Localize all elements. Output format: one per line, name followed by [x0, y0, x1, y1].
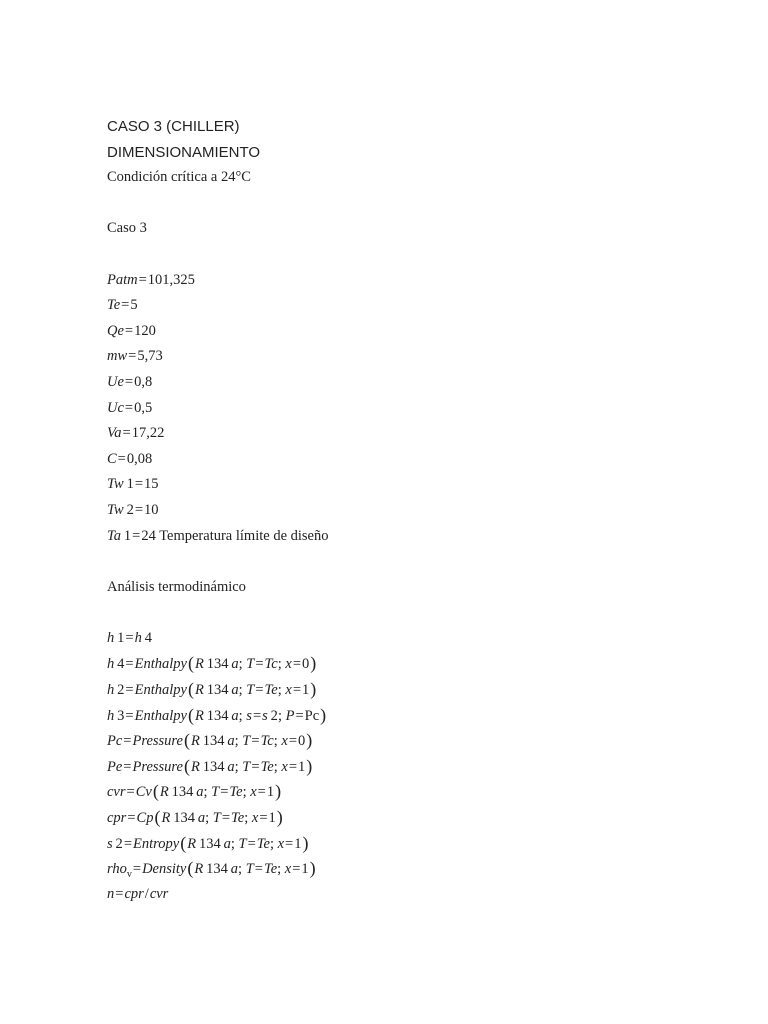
- equation-lhs-letters: h: [107, 656, 115, 673]
- parameter-name: [107, 400, 124, 416]
- equation-arg-value: 1: [298, 758, 306, 775]
- fluid-suffix: a: [231, 656, 239, 673]
- fluid-letter: R: [190, 733, 200, 750]
- equals-sign: =: [254, 861, 263, 878]
- parameter-name-letters: Va: [107, 425, 122, 442]
- equation-lhs-digits: 2: [112, 835, 123, 852]
- equation-arg-name-letters: P: [285, 707, 295, 724]
- equation-arg-value-letters: Tc: [260, 733, 274, 750]
- parameter-note: Temperatura límite de diseño: [155, 527, 329, 544]
- equation-rhs-letters: h: [134, 629, 142, 646]
- separator: ;: [277, 707, 286, 724]
- equation-arg-name-letters: x: [251, 810, 259, 827]
- equation-arg-name-letters: T: [242, 758, 251, 775]
- parameter-name: [107, 451, 117, 467]
- fluid-suffix: a: [196, 784, 204, 801]
- equation-rhs-digits: 4: [141, 629, 152, 646]
- parameter-name-letters: Tw: [107, 476, 124, 493]
- equation-lhs-subscript: v: [126, 869, 132, 881]
- equation-fluid: [191, 759, 235, 775]
- parameter-name-letters: Ta: [107, 527, 121, 544]
- open-paren: (: [187, 679, 194, 700]
- equation-arg-value-letters: Te: [231, 810, 245, 827]
- equation-rhs: [150, 886, 169, 902]
- equals-sign: =: [288, 758, 298, 775]
- parameter-name-letters: Patm: [107, 271, 138, 288]
- equation-arg-value: 1: [301, 861, 309, 878]
- fluid-suffix: a: [230, 861, 239, 878]
- equation-rhs: [135, 630, 152, 646]
- separator: ;: [205, 810, 213, 827]
- equation-arg-value-digits: 2: [267, 707, 278, 724]
- equation-arg-name-letters: x: [285, 656, 292, 673]
- equation-function: Pressure: [132, 733, 183, 750]
- parameter-value: 17,22: [131, 425, 165, 442]
- equation-line: [107, 728, 727, 754]
- equation-lhs: [107, 836, 123, 852]
- parameter-name: [107, 528, 131, 544]
- separator: ;: [238, 707, 247, 724]
- equals-sign: =: [220, 784, 229, 801]
- equals-sign: =: [115, 885, 124, 902]
- fluid-suffix: a: [231, 682, 239, 699]
- fluid-letter: R: [194, 861, 204, 878]
- equation-function: Entropy: [133, 835, 180, 852]
- equals-sign: =: [252, 707, 262, 724]
- close-paren: ): [306, 755, 313, 776]
- parameter-name-digits: 1: [123, 476, 134, 493]
- equation-arg-name-letters: T: [246, 682, 255, 699]
- equation-lhs: [107, 810, 126, 826]
- equation-lhs: [107, 656, 124, 672]
- fluid-number: 134: [203, 682, 232, 699]
- equation-lhs: [107, 861, 132, 881]
- equation-lhs-letters: Pe: [107, 758, 123, 775]
- parameter-value: 15: [144, 476, 159, 493]
- parameter-name-letters: Uc: [107, 399, 124, 416]
- equation-rhs-letters: cpr: [124, 885, 144, 902]
- fluid-letter: R: [161, 810, 171, 827]
- equation-arg-name: [211, 784, 219, 800]
- parameter-value: 120: [134, 322, 156, 339]
- parameter-value: 24: [141, 527, 156, 544]
- equation-line: [107, 754, 727, 780]
- equals-sign: =: [117, 450, 126, 467]
- equals-sign: =: [127, 810, 136, 827]
- fluid-number: 134: [168, 784, 197, 801]
- parameter-name-letters: Ue: [107, 373, 124, 390]
- equation-arg-value: 0: [298, 733, 306, 750]
- close-paren: ): [302, 832, 309, 853]
- equation-arg-value: 1: [302, 682, 310, 699]
- parameter-name-digits: 2: [123, 501, 134, 518]
- equation-arg-value-letters: Tc: [264, 656, 278, 673]
- parameter-value: 5,73: [137, 348, 163, 365]
- open-paren: (: [187, 653, 194, 674]
- equals-sign: =: [255, 682, 264, 699]
- parameter-line: [107, 396, 727, 422]
- parameter-value: 0,8: [134, 373, 153, 390]
- parameter-name: [107, 323, 124, 339]
- parameter-name: [107, 348, 127, 364]
- equation-arg-name-letters: x: [285, 682, 292, 699]
- equals-sign: =: [132, 861, 142, 878]
- equation-line: [107, 805, 727, 831]
- fluid-number: 134: [196, 835, 224, 852]
- equals-sign: =: [134, 476, 144, 493]
- equation-line: [107, 651, 727, 677]
- equals-sign: =: [292, 861, 301, 878]
- equation-lhs: [107, 708, 124, 724]
- equals-sign: =: [247, 835, 256, 852]
- parameter-value: 0,08: [126, 450, 153, 467]
- equation-arg-name: [281, 759, 287, 775]
- equation-arg-name-letters: x: [250, 784, 257, 801]
- document-title: CASO 3 (CHILLER): [107, 118, 240, 135]
- parameter-line: [107, 498, 727, 524]
- equation-fluid: [161, 810, 205, 826]
- parameter-name-letters: mw: [107, 348, 128, 365]
- equation-lhs-letters: h: [107, 629, 115, 646]
- equation-fluid: [195, 682, 239, 698]
- fluid-number: 134: [203, 707, 232, 724]
- equation-arg-value: [261, 733, 274, 749]
- equals-sign: =: [125, 682, 134, 699]
- parameter-line: [107, 421, 727, 447]
- separator: ;: [277, 861, 285, 878]
- open-paren: (: [152, 781, 159, 802]
- equation-function: Enthalpy: [134, 682, 187, 699]
- equals-sign: =: [122, 425, 131, 442]
- parameter-name-letters: Tw: [107, 501, 124, 518]
- equation-arg-value: [229, 784, 242, 800]
- equation-line: [107, 677, 727, 703]
- fluid-number: 134: [199, 758, 228, 775]
- equation-arg-value: 1: [266, 784, 275, 801]
- equation-lhs-digits: 4: [114, 656, 125, 673]
- parameter-list: [107, 268, 727, 550]
- separator: ;: [230, 835, 239, 852]
- parameter-name: [107, 425, 122, 441]
- equation-lhs: [107, 759, 122, 775]
- separator: ;: [238, 682, 247, 699]
- equation-arg-name-letters: T: [246, 656, 255, 673]
- fluid-suffix: a: [223, 835, 231, 852]
- equation-arg-name-letters: T: [211, 784, 220, 801]
- close-paren: ): [275, 781, 282, 802]
- equals-sign: =: [125, 656, 134, 673]
- separator: ;: [273, 758, 282, 775]
- equation-arg-name-letters: x: [277, 835, 285, 852]
- equation-fluid: [191, 733, 235, 749]
- equation-arg-name-letters: T: [245, 861, 254, 878]
- equation-arg-value-letters: Te: [256, 835, 270, 852]
- equation-list: [107, 626, 727, 908]
- analysis-heading: Análisis termodinámico: [107, 578, 246, 595]
- fluid-suffix: a: [231, 707, 239, 724]
- separator: ;: [242, 784, 251, 801]
- equation-arg-value: [261, 759, 274, 775]
- equation-rhs: [124, 886, 143, 902]
- parameter-line: [107, 319, 727, 345]
- document-section-title: DIMENSIONAMIENTO: [107, 143, 261, 161]
- equals-sign: =: [138, 271, 147, 288]
- equation-arg-name: [213, 810, 221, 826]
- fluid-number: 134: [199, 733, 228, 750]
- parameter-line: [107, 370, 727, 396]
- equation-fluid: [195, 656, 239, 672]
- equals-sign: =: [124, 373, 134, 390]
- equation-rhs-letters: cvr: [149, 885, 169, 902]
- equation-function: Pressure: [132, 758, 183, 775]
- fluid-letter: R: [159, 784, 169, 801]
- equals-sign: =: [134, 501, 144, 518]
- equation-lhs-letters: Pc: [107, 733, 123, 750]
- equation-fluid: [195, 708, 239, 724]
- equation-function: Enthalpy: [134, 656, 187, 673]
- equation-lhs-digits: 2: [114, 682, 125, 699]
- equation-arg-name: [285, 656, 291, 672]
- equation-function: Enthalpy: [134, 707, 187, 724]
- parameter-name: [107, 272, 138, 288]
- fluid-letter: R: [194, 707, 204, 724]
- equation-arg-value-letters: s: [262, 707, 268, 724]
- document-subtitle: Condición crítica a 24°C: [107, 169, 251, 186]
- equation-lhs-digits: 1: [114, 629, 125, 646]
- equation-arg-name-letters: x: [281, 733, 288, 750]
- equals-sign: =: [123, 835, 132, 852]
- equation-lhs-digits: 3: [114, 707, 125, 724]
- equation-lhs-letters: n: [107, 885, 115, 902]
- equation-arg-name-letters: T: [212, 810, 221, 827]
- separator: ;: [244, 810, 252, 827]
- fluid-number: 134: [170, 810, 198, 827]
- equals-sign: =: [251, 733, 260, 750]
- fluid-number: 134: [203, 656, 232, 673]
- close-paren: ): [310, 679, 317, 700]
- equation-lhs-letters: rho: [107, 861, 127, 878]
- parameter-name-digits: 1: [120, 527, 132, 544]
- equals-sign: =: [295, 707, 304, 724]
- equals-sign: =: [285, 835, 294, 852]
- equals-sign: =: [124, 322, 134, 339]
- separator: ;: [269, 835, 278, 852]
- parameter-value: 101,325: [147, 271, 195, 288]
- parameter-name: [107, 374, 124, 390]
- equation-arg-value-letters: Te: [260, 758, 274, 775]
- equals-sign: =: [121, 297, 130, 314]
- parameter-line: [107, 524, 727, 550]
- close-paren: ): [310, 653, 317, 674]
- parameter-name-letters: Qe: [107, 322, 124, 339]
- equation-function: Cp: [136, 810, 154, 827]
- separator: ;: [277, 656, 286, 673]
- equation-fluid: [194, 861, 238, 877]
- separator: ;: [203, 784, 212, 801]
- equals-sign: =: [257, 784, 266, 801]
- equation-lhs-letters: cvr: [107, 784, 126, 801]
- equals-sign: =: [126, 784, 135, 801]
- equation-arg-value-letters: Te: [263, 861, 278, 878]
- equals-sign: =: [132, 527, 141, 544]
- division-sign: /: [144, 885, 149, 902]
- equation-arg-value: [231, 810, 244, 826]
- equation-line: [107, 703, 727, 729]
- equation-arg-value: Pc: [304, 707, 320, 724]
- fluid-letter: R: [194, 682, 204, 699]
- equation-arg-value: [265, 656, 278, 672]
- equation-lhs: [107, 630, 124, 646]
- open-paren: (: [183, 755, 190, 776]
- equals-sign: =: [292, 682, 301, 699]
- equals-sign: =: [125, 629, 134, 646]
- equation-lhs-letters: s: [107, 835, 113, 852]
- equation-fluid: [187, 836, 231, 852]
- equation-line: [107, 626, 727, 652]
- equation-line: [107, 882, 727, 908]
- equation-arg-value: 1: [268, 810, 276, 827]
- parameter-name-letters: C: [107, 450, 117, 467]
- open-paren: (: [187, 704, 194, 725]
- equation-lhs: [107, 682, 124, 698]
- equation-line: [107, 856, 727, 882]
- equals-sign: =: [251, 758, 260, 775]
- separator: ;: [234, 733, 243, 750]
- close-paren: ): [309, 858, 316, 879]
- parameter-line: [107, 447, 727, 473]
- separator: ;: [277, 682, 286, 699]
- close-paren: ): [306, 730, 313, 751]
- equation-arg-name-letters: T: [242, 733, 251, 750]
- parameter-line: [107, 344, 727, 370]
- equation-arg-value: [262, 708, 278, 724]
- equation-arg-name-letters: x: [284, 861, 292, 878]
- equals-sign: =: [292, 656, 301, 673]
- parameter-value: 5: [130, 297, 138, 314]
- equation-arg-name-letters: T: [238, 835, 247, 852]
- separator: ;: [238, 656, 247, 673]
- equation-line: [107, 779, 727, 805]
- equation-arg-value: [257, 836, 270, 852]
- equation-arg-value: 1: [294, 835, 302, 852]
- equals-sign: =: [128, 348, 137, 365]
- equals-sign: =: [288, 733, 298, 750]
- fluid-letter: R: [187, 835, 197, 852]
- fluid-number: 134: [203, 861, 231, 878]
- fluid-suffix: a: [227, 733, 235, 750]
- separator: ;: [234, 758, 243, 775]
- equation-function: Density: [142, 861, 187, 878]
- equation-lhs-letters: h: [107, 682, 115, 699]
- parameter-line: [107, 293, 727, 319]
- open-paren: (: [154, 807, 161, 828]
- equation-lhs: [107, 733, 122, 749]
- separator: ;: [238, 861, 246, 878]
- equation-lhs-letters: h: [107, 707, 115, 724]
- equation-arg-name: [250, 784, 256, 800]
- fluid-letter: R: [190, 758, 200, 775]
- separator: ;: [273, 733, 282, 750]
- fluid-letter: R: [194, 656, 204, 673]
- open-paren: (: [187, 858, 194, 879]
- equals-sign: =: [123, 758, 132, 775]
- equation-function: Cv: [135, 784, 152, 801]
- close-paren: ): [276, 807, 283, 828]
- parameter-line: [107, 268, 727, 294]
- equation-arg-value: 0: [302, 656, 310, 673]
- equation-fluid: [160, 784, 204, 800]
- open-paren: (: [183, 730, 190, 751]
- parameter-name: [107, 502, 134, 518]
- fluid-suffix: a: [227, 758, 235, 775]
- equals-sign: =: [221, 810, 231, 827]
- parameter-name: [107, 476, 134, 492]
- equation-arg-value-letters: Te: [264, 682, 278, 699]
- equals-sign: =: [123, 733, 132, 750]
- parameter-name: [107, 297, 120, 313]
- equation-lhs-letters: cpr: [107, 810, 127, 827]
- parameter-line: [107, 472, 727, 498]
- equals-sign: =: [124, 399, 134, 416]
- parameter-value: 0,5: [134, 399, 153, 416]
- equation-arg-name: [239, 836, 247, 852]
- close-paren: ): [320, 704, 327, 725]
- equals-sign: =: [255, 656, 264, 673]
- equation-arg-value: [265, 682, 278, 698]
- equation-line: [107, 831, 727, 857]
- equals-sign: =: [125, 707, 134, 724]
- equation-arg-name-letters: x: [281, 758, 288, 775]
- equation-arg-name: [246, 861, 254, 877]
- parameter-name-letters: Te: [107, 297, 121, 314]
- equation-arg-value-letters: Te: [229, 784, 243, 801]
- equation-arg-name: [281, 733, 287, 749]
- case-label: Caso 3: [107, 220, 147, 237]
- equation-lhs: [107, 784, 126, 800]
- equation-arg-name: [285, 682, 291, 698]
- equation-arg-value: [264, 861, 277, 877]
- equation-arg-name-letters: s: [246, 707, 252, 724]
- open-paren: (: [180, 832, 187, 853]
- fluid-suffix: a: [197, 810, 206, 827]
- equals-sign: =: [259, 810, 268, 827]
- document-page: [107, 114, 727, 907]
- parameter-value: 10: [144, 501, 159, 518]
